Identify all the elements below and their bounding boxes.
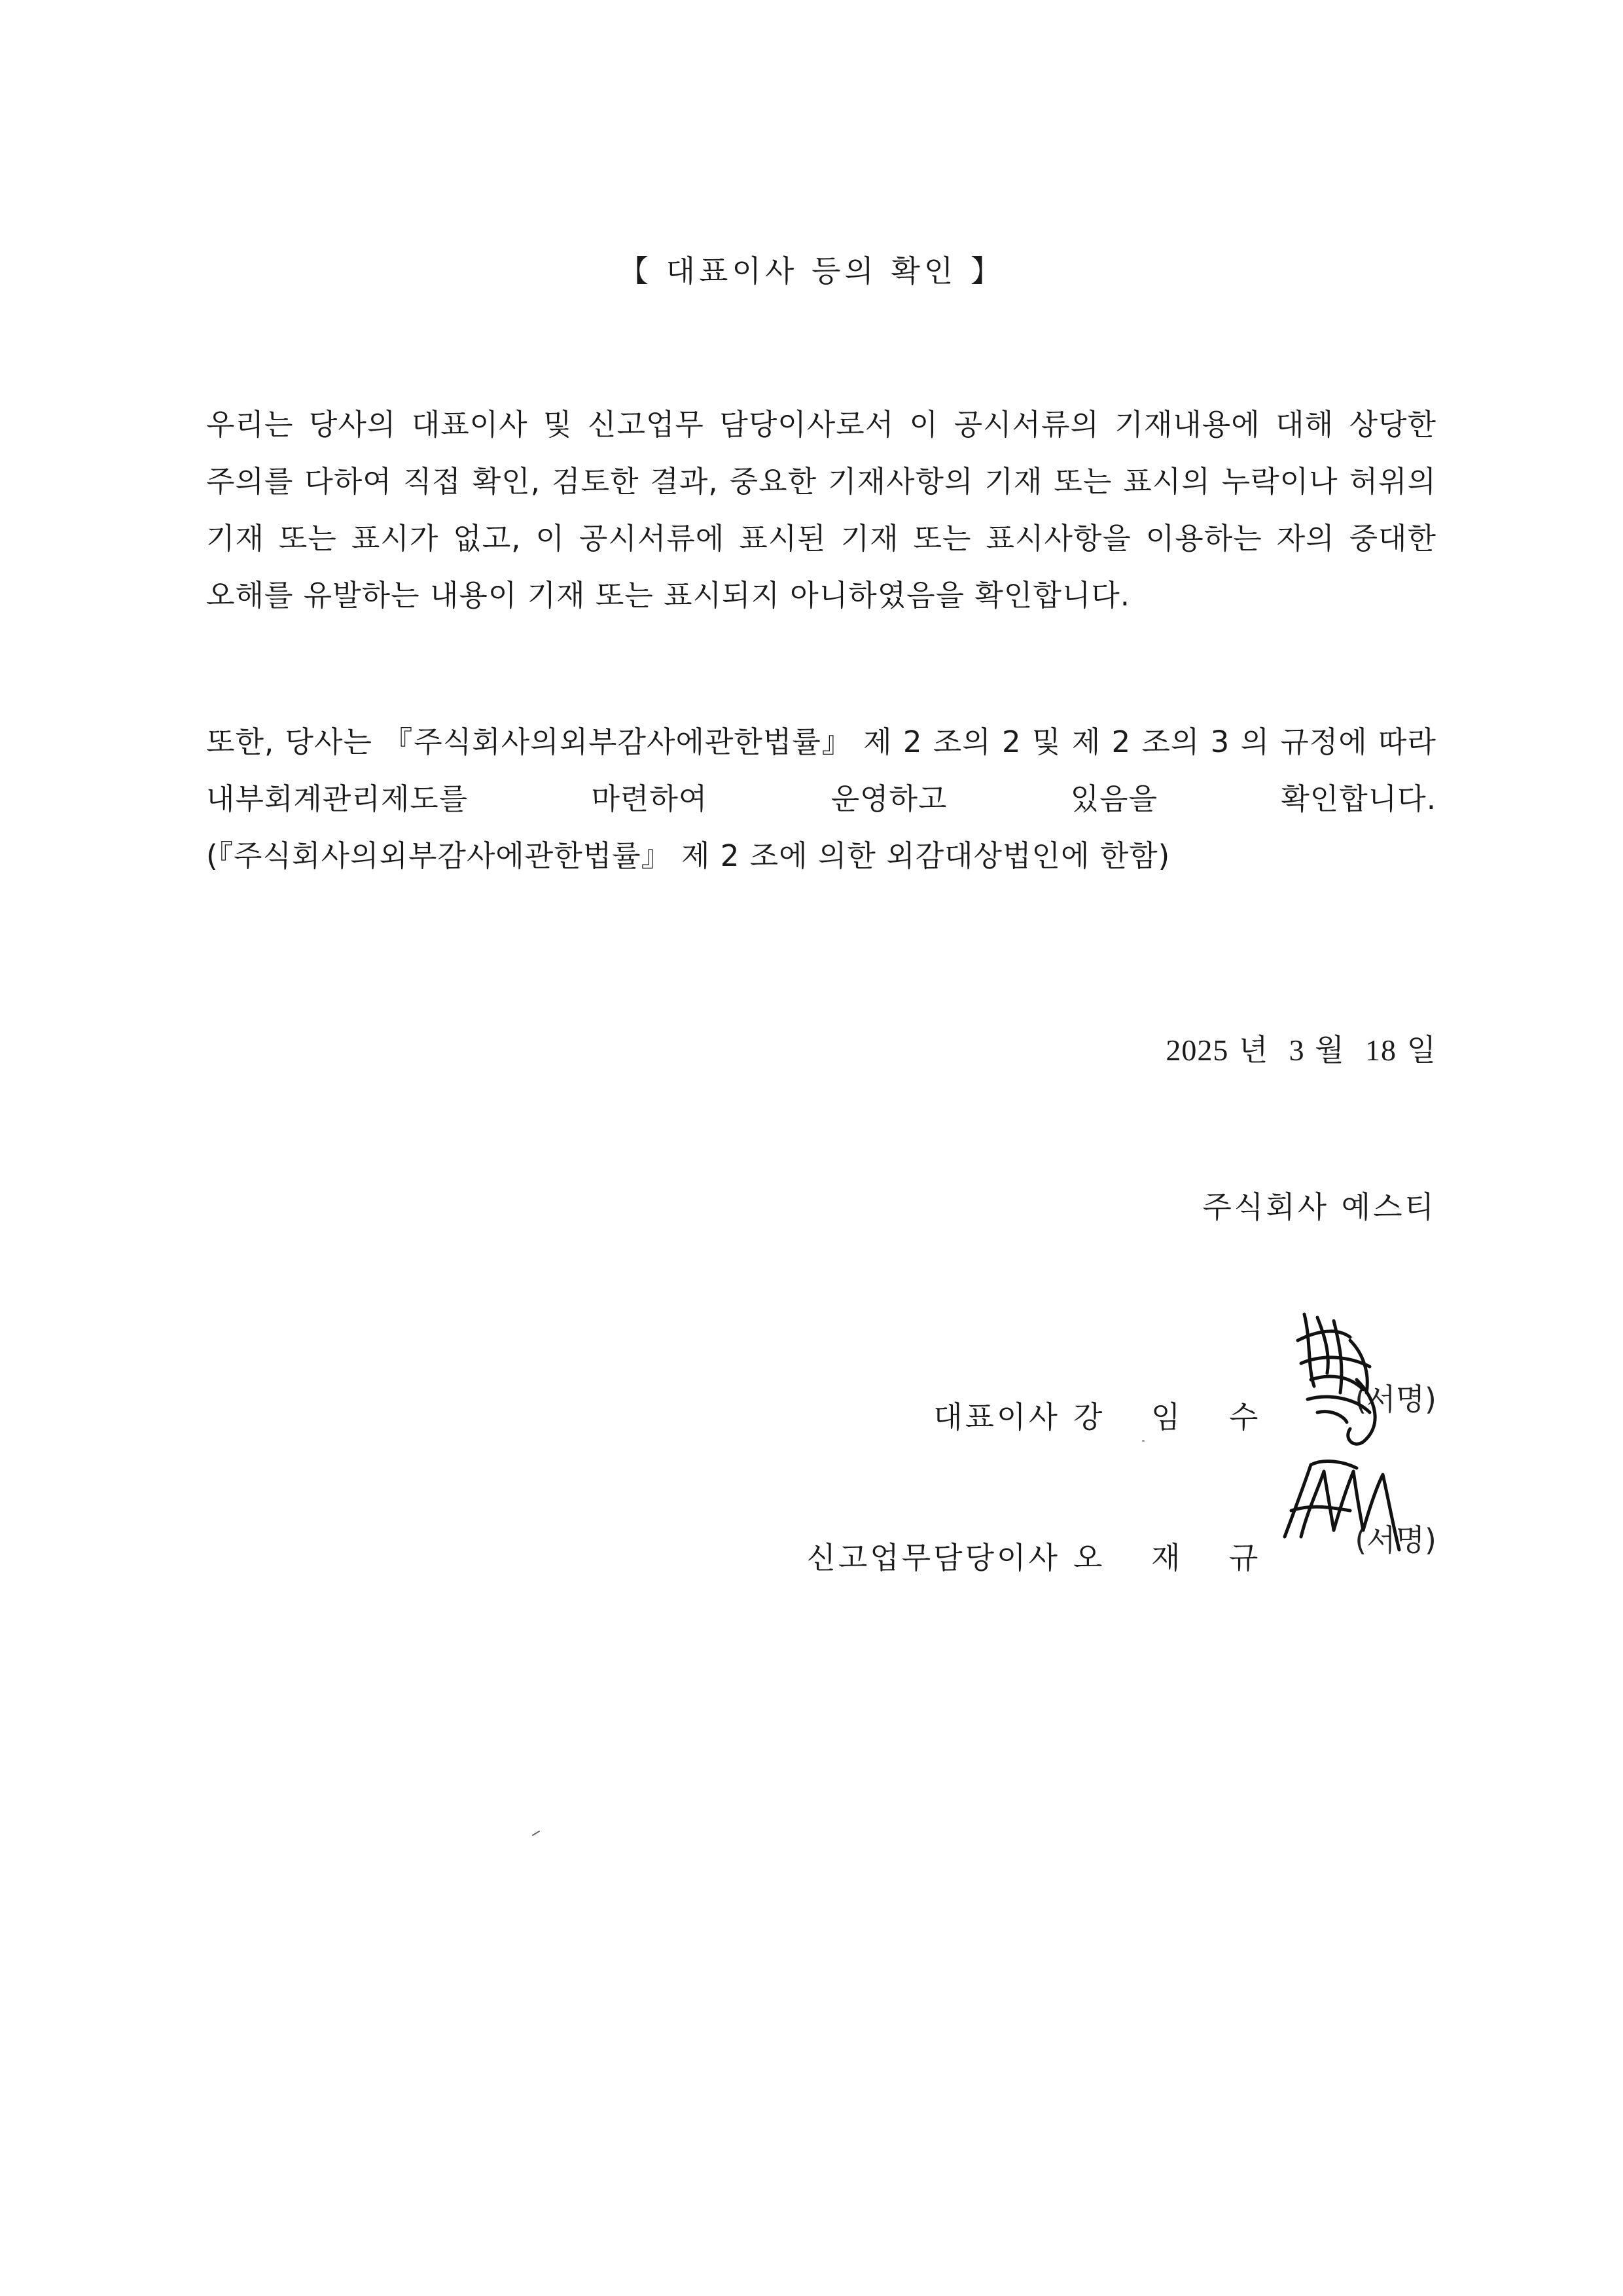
signature-label: (서명)	[1355, 1522, 1436, 1558]
scan-dot	[1142, 1440, 1145, 1442]
signature-area	[1298, 1340, 1437, 1490]
company-name: 주식회사 예스티	[1202, 1189, 1436, 1225]
signature-label: (서명)	[1355, 1382, 1436, 1417]
date-year-unit: 년	[1238, 1032, 1269, 1067]
signature-area	[1298, 1481, 1437, 1630]
document-title: 【 대표이사 등의 확인 】	[618, 253, 1005, 289]
date-day: 18	[1364, 1033, 1397, 1067]
confirmation-paragraph: 우리는 당사의 대표이사 및 신고업무 담당이사로서 이 공시서류의 기재내용에 대해 상당한 주의를 다하여 직접 확인, 검토한 결과, 중요한 기재사항의 기재 또는 표시의 누락이나 허위의 기재 또는 표시가 없고, 이 공시서류에 표시된 기재 또는 표시사항을 이용하는 자의 중대한 오해를 유발하는 내용이 기재 또는 표시되지 아니하였음을 확인합니다.	[206, 407, 1436, 613]
signatory-role: 신고업무담당이사	[806, 1540, 1060, 1575]
handwritten-signature-icon	[1278, 1301, 1409, 1452]
signatory-role: 대표이사	[933, 1399, 1060, 1435]
signing-date	[1166, 1026, 1436, 1069]
signatory-disclosure-officer	[806, 1481, 1436, 1630]
date-year: 2025	[1166, 1033, 1229, 1067]
date-month: 3	[1289, 1033, 1305, 1067]
date-day-unit: 일	[1406, 1032, 1436, 1067]
scan-speck-icon	[531, 1831, 542, 1836]
internal-control-paragraph: 또한, 당사는 『주식회사의외부감사에관한법률』 제 2 조의 2 및 제 2 조의 3 의 규정에 따라 내부회계관리제도를 마련하여 운영하고 있음을 확인합니다.(『주식회사의외부감사에관한법률』 제 2 조에 의한 외감대상법인에 한함)	[206, 725, 1436, 873]
signatory-ceo	[933, 1340, 1436, 1490]
date-month-unit: 월	[1315, 1032, 1345, 1067]
signatory-name: 오 재 규	[1073, 1540, 1278, 1575]
signatory-name: 강 임 수	[1073, 1399, 1278, 1435]
